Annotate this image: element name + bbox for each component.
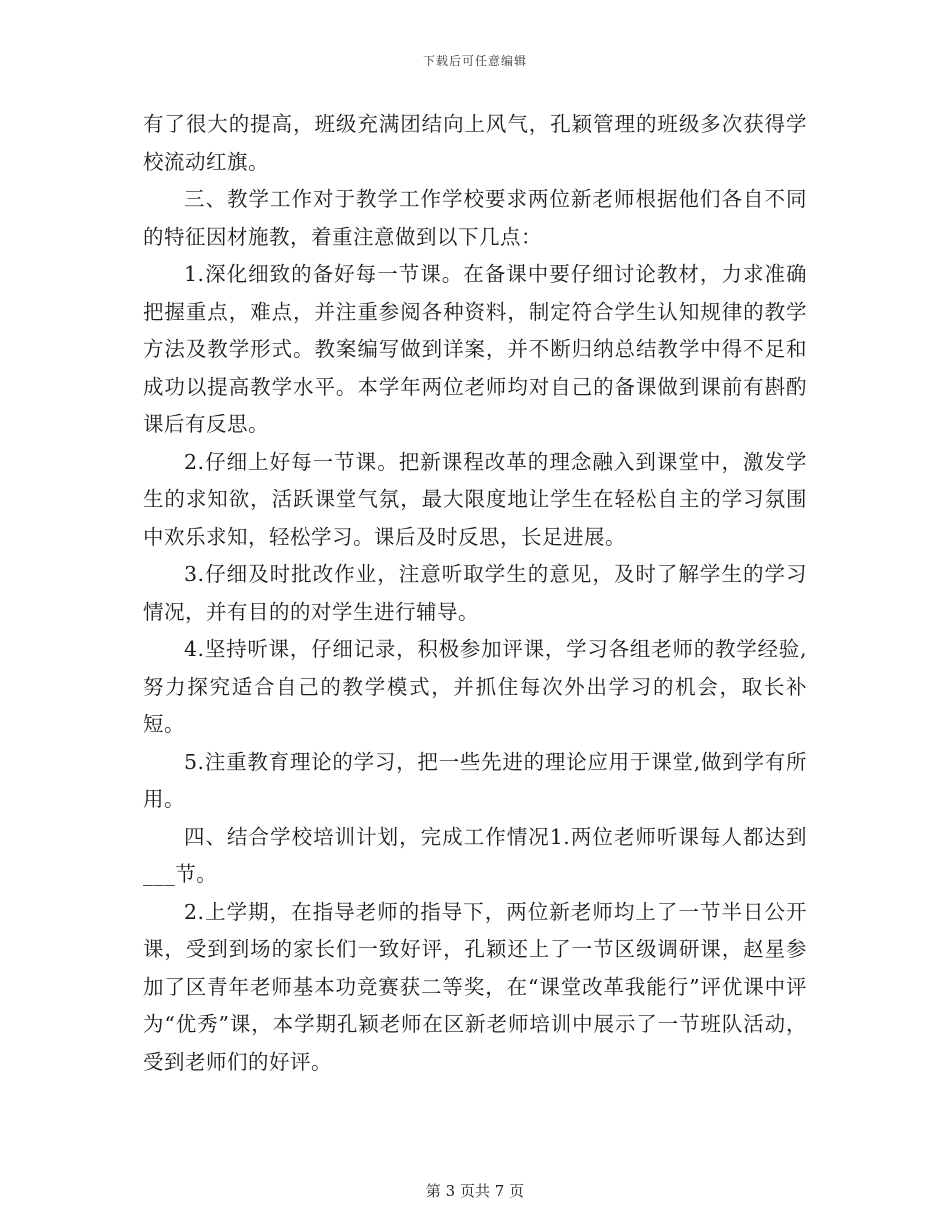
paragraph-item-2: 2.仔细上好每一节课。把新课程改革的理念融入到课堂中，激发学生的求知欲，活跃课堂气氛，最大限度地让学生在轻松自主的学习氛围中欢乐求知，轻松学习。课后及时反思，长足进展。	[143, 449, 807, 549]
paragraph-item-4: 4.坚持听课，仔细记录，积极参加评课，学习各组老师的教学经验,努力探究适合自己的教学模式，并抓住每次外出学习的机会，取长补短。	[143, 637, 807, 736]
paragraph-section-three: 三、教学工作对于教学工作学校要求两位新老师根据他们各自不同的特征因材施教，着重注意做到以下几点：	[143, 187, 807, 249]
paragraph-item-3: 3.仔细及时批改作业，注意听取学生的意见，及时了解学生的学习情况，并有目的的对学生进行辅导。	[143, 562, 807, 624]
paragraph-item-1: 1.深化细致的备好每一节课。在备课中要仔细讨论教材，力求准确把握重点，难点，并注重参阅各种资料，制定符合学生认知规律的教学方法及教学形式。教案编写做到详案，并不断归纳总结教学中得不足和成功以提高教学水平。本学年两位老师均对自己的备课做到课前有斟酌课后有反思。	[143, 262, 807, 436]
page-number: 第 3 页共 7 页	[425, 1182, 525, 1200]
document-body	[143, 106, 807, 1081]
paragraph-section-four-item-2: 2.上学期，在指导老师的指导下，两位新老师均上了一节半日公开课，受到到场的家长们一致好评，孔颖还上了一节区级调研课，赵星参加了区青年老师基本功竞赛获二等奖，在“课堂改革我能行”评优课中评为“优秀”课，本学期孔颖老师在区新老师培训中展示了一节班队活动，受到老师们的好评。	[143, 899, 807, 1074]
paragraph-continuation: 有了很大的提高，班级充满团结向上风气，孔颖管理的班级多次获得学校流动红旗。	[143, 112, 807, 174]
paragraph-item-5: 5.注重教育理论的学习，把一些先进的理论应用于课堂,做到学有所用。	[143, 749, 807, 811]
page-header: 下载后可任意编辑	[422, 54, 527, 68]
paragraph-section-four: 四、结合学校培训计划，完成工作情况1.两位老师听课每人都达到___节。	[143, 824, 807, 886]
